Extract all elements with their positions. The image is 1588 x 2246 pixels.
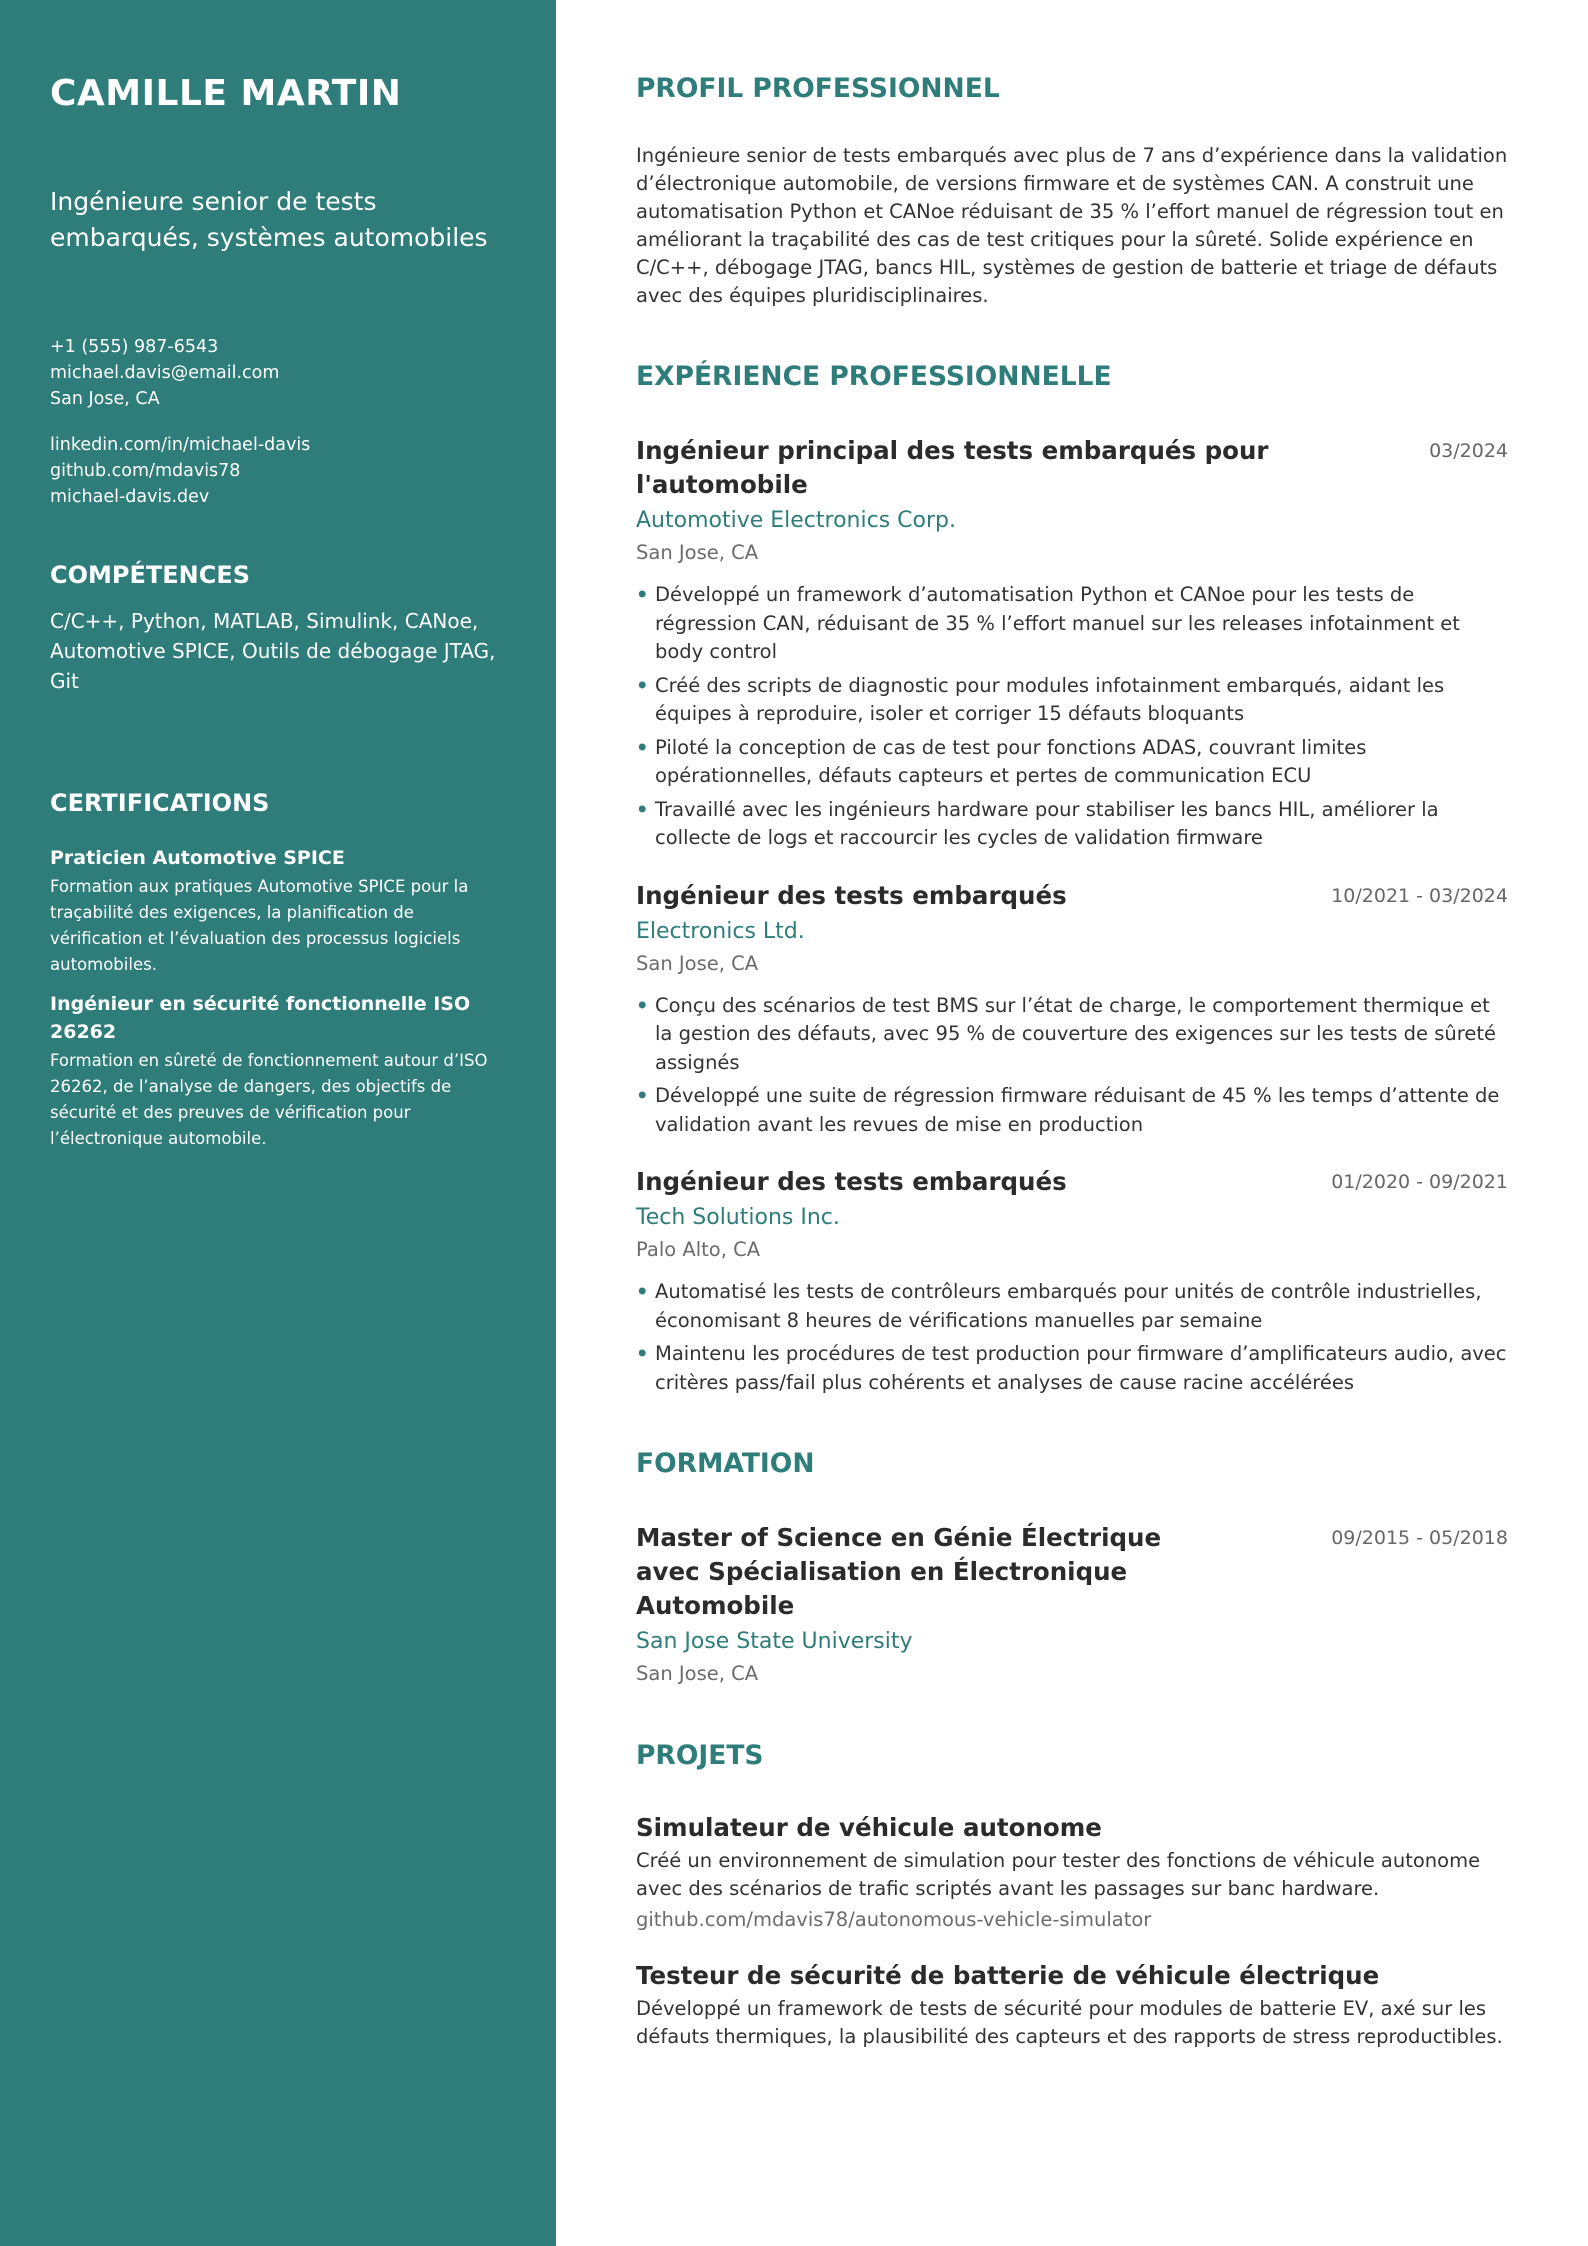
skills-heading: COMPÉTENCES: [50, 561, 251, 589]
bullet-item: • Automatisé les tests de contrôleurs embarqués pour unités de contrôle industrielles, économisant 8 heures de vérifications manuelles par semaine: [636, 1280, 1482, 1332]
profile-summary: Ingénieure senior de tests embarqués avec plus de 7 ans d’expérience dans la validation d’électronique automobile, de versions firmware et de systèmes CAN. A construit une automatisation Python et CANoe réduisant de 35 % l’effort manuel de régression tout en améliorant la traçabilité des cas de test critiques pour la sûreté. Solide expérience en C/C++, débogage JTAG, bancs HIL, systèmes de gestion de batterie et triage de défauts avec des équipes pluridisciplinaires.: [636, 144, 1508, 307]
headline: Ingénieure senior de tests embarqués, systèmes automobiles: [50, 187, 488, 252]
education-date: 09/2015 - 05/2018: [1331, 1527, 1508, 1549]
bullet-item: • Maintenu les procédures de test production pour firmware d’amplificateurs audio, avec critères pass/fail plus cohérents et analyses de cause racine accélérées: [636, 1342, 1507, 1394]
job-date: 01/2020 - 09/2021: [1331, 1171, 1508, 1193]
job-date: 10/2021 - 03/2024: [1331, 884, 1508, 907]
bullet-dot-icon: •: [636, 993, 649, 1017]
candidate-name: CAMILLE MARTIN: [50, 73, 402, 114]
job-date: 03/2024: [1429, 440, 1508, 462]
project-title: Simulateur de véhicule autonome: [636, 1813, 1102, 1842]
main-content: [636, 72, 1508, 2051]
job-location: San Jose, CA: [636, 951, 759, 975]
phone: +1 (555) 987-6543: [50, 337, 219, 357]
project-link[interactable]: github.com/mdavis78/autonomous-vehicle-simulator: [636, 1908, 1152, 1931]
email[interactable]: michael.davis@email.com: [50, 363, 280, 383]
experience-heading: EXPÉRIENCE PROFESSIONNELLE: [636, 361, 1112, 392]
job-title: Ingénieur des tests embarqués: [636, 1167, 1067, 1196]
website-link[interactable]: michael-davis.dev: [50, 487, 210, 507]
project-entry: [636, 1959, 1508, 2051]
certification-description: Formation aux pratiques Automotive SPICE pour la traçabilité des exigences, la planification de vérification et l’évaluation des processus logiciels automobiles.: [50, 877, 469, 974]
certifications-heading: CERTIFICATIONS: [50, 789, 270, 817]
company-name: Automotive Electronics Corp.: [636, 508, 956, 533]
skills-list: C/C++, Python, MATLAB, Simulink, CANoe, Automotive SPICE, Outils de débogage JTAG, Git: [50, 609, 496, 693]
bullet-item: • Créé des scripts de diagnostic pour modules infotainment embarqués, aidant les équipes à reproduire, isoler et corriger 15 défauts bloquants: [636, 673, 1445, 725]
projects-heading: PROJETS: [636, 1740, 764, 1771]
profile-heading: PROFIL PROFESSIONNEL: [636, 73, 1000, 104]
bullet-item: • Travaillé avec les ingénieurs hardware pour stabiliser les bancs HIL, améliorer la collecte de logs et raccourcir les cycles de validation firmware: [636, 797, 1439, 849]
bullet-dot-icon: •: [636, 673, 649, 697]
bullet-item: • Piloté la conception de cas de test pour fonctions ADAS, couvrant limites opérationnelles, défauts capteurs et pertes de communication ECU: [636, 735, 1367, 787]
bullet-item: • Développé une suite de régression firmware réduisant de 45 % les temps d’attente de validation avant les revues de mise en production: [636, 1084, 1500, 1136]
bullet-item: • Développé un framework d’automatisation Python et CANoe pour les tests de régression CAN, réduisant de 35 % l’effort manuel sur les releases infotainment et body control: [636, 583, 1460, 663]
job-location: San Jose, CA: [636, 541, 759, 564]
education-entry: [636, 1521, 1508, 1689]
certification-name: Ingénieur en sécurité fonctionnelle ISO 26262: [50, 993, 471, 1043]
bullet-dot-icon: •: [636, 1084, 649, 1107]
job-entry: [636, 1165, 1508, 1397]
degree-title: Master of Science en Génie Électrique avec Spécialisation en Électronique Automobile: [636, 1523, 1162, 1620]
certification-description: Formation en sûreté de fonctionnement autour d’ISO 26262, de l’analyse de dangers, des objectifs de sécurité et des preuves de vérification pour l’électronique automobile.: [50, 1051, 488, 1148]
company-name: Electronics Ltd.: [636, 918, 805, 944]
education-heading: FORMATION: [636, 1448, 815, 1479]
job-bullets: [636, 581, 1508, 853]
project-title: Testeur de sécurité de batterie de véhicule électrique: [636, 1961, 1380, 1990]
company-name: Tech Solutions Inc.: [636, 1205, 840, 1230]
job-entry: [636, 434, 1508, 853]
job-bullets: [636, 992, 1508, 1140]
job-title: Ingénieur principal des tests embarqués pour l'automobile: [636, 436, 1269, 499]
school-name: San Jose State University: [636, 1629, 913, 1654]
certification-item: [50, 990, 506, 1152]
job-entry: [636, 879, 1508, 1140]
certification-name: Praticien Automotive SPICE: [50, 847, 345, 869]
certification-item: [50, 844, 506, 978]
location: San Jose, CA: [50, 389, 160, 409]
bullet-dot-icon: •: [636, 1280, 649, 1303]
bullet-item: • Conçu des scénarios de test BMS sur l’état de charge, le comportement thermique et la gestion des défauts, avec 95 % de couverture des exigences sur les tests de sûreté assignés: [636, 993, 1496, 1074]
school-location: San Jose, CA: [636, 1662, 759, 1685]
project-description: Créé un environnement de simulation pour tester des fonctions de véhicule autonome avec des scénarios de trafic scriptés avant les passages sur banc hardware.: [636, 1849, 1481, 1900]
linkedin-link[interactable]: linkedin.com/in/michael-davis: [50, 435, 311, 455]
job-title: Ingénieur des tests embarqués: [636, 880, 1067, 910]
bullet-dot-icon: •: [636, 735, 649, 759]
github-link[interactable]: github.com/mdavis78: [50, 461, 241, 481]
sidebar: [0, 0, 556, 2246]
bullet-dot-icon: •: [636, 1342, 649, 1365]
bullet-dot-icon: •: [636, 797, 649, 821]
job-location: Palo Alto, CA: [636, 1238, 761, 1261]
contact-block: [50, 334, 506, 510]
job-bullets: [636, 1278, 1508, 1397]
bullet-dot-icon: •: [636, 583, 649, 606]
project-entry: [636, 1811, 1508, 1935]
project-description: Développé un framework de tests de sécurité pour modules de batterie EV, axé sur les défauts thermiques, la plausibilité des capteurs et des rapports de stress reproductibles.: [636, 1997, 1503, 2048]
